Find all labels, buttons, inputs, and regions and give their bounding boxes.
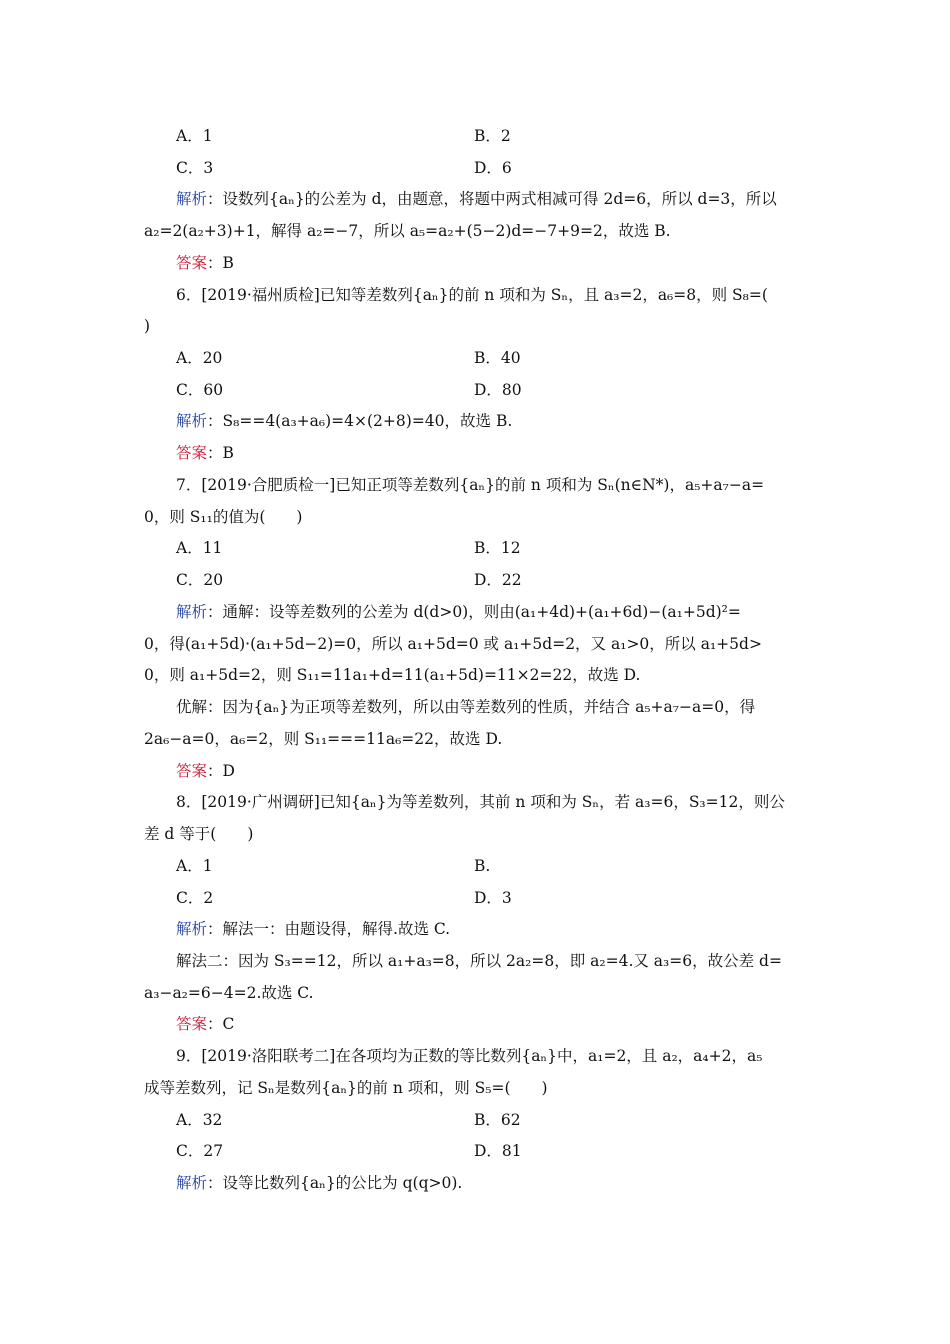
answer-label: 答案 bbox=[176, 1015, 208, 1033]
q9-option-d: D．81 bbox=[474, 1142, 522, 1160]
q7-answer bbox=[0, 755, 950, 787]
q8-stem-text-2: 差 d 等于( ) bbox=[144, 825, 254, 843]
q7-alt-text-1: 优解：因为{aₙ}为正项等差数列，所以由等差数列的性质，并结合 a₅+a₇−a=0，得 bbox=[176, 698, 756, 716]
q9-option-a: A．32 bbox=[176, 1111, 223, 1129]
q5-answer-text: ：B bbox=[207, 254, 234, 272]
q8-option-a: A．1 bbox=[176, 857, 213, 875]
q8-stem-text-1: 8．[2019·广州调研]已知{aₙ}为等差数列，其前 n 项和为 Sₙ，若 a₃=6，S₃=12，则公 bbox=[176, 793, 785, 811]
q5-solution-line-1 bbox=[0, 183, 950, 215]
q9-stem-text-1: 9．[2019·洛阳联考二]在各项均为正数的等比数列{aₙ}中，a₁=2，且 a₂，a₄+2，a₅ bbox=[176, 1047, 763, 1065]
q6-option-d: D．80 bbox=[474, 381, 522, 399]
q7-stem-text-2: 0，则 S₁₁的值为( ) bbox=[144, 508, 303, 526]
q9-solution bbox=[0, 1167, 950, 1199]
q9-option-b: B．62 bbox=[474, 1111, 521, 1129]
q8-options-row-2 bbox=[0, 882, 950, 914]
q7-solution-line-1 bbox=[0, 596, 950, 628]
q8-option-d: D．3 bbox=[474, 889, 512, 907]
q8-options-row-1 bbox=[0, 850, 950, 882]
q8-solution-line-2 bbox=[0, 945, 950, 977]
q7-option-d: D．22 bbox=[474, 571, 522, 589]
answer-label: 答案 bbox=[176, 444, 208, 462]
q5-options-row-1 bbox=[0, 120, 950, 152]
q6-solution bbox=[0, 405, 950, 437]
q7-stem-line-2 bbox=[0, 501, 950, 533]
q9-stem-line-2 bbox=[0, 1072, 950, 1104]
solution-label: 解析 bbox=[176, 603, 208, 621]
q8-answer-text: ：C bbox=[207, 1015, 235, 1033]
q9-options-row-1 bbox=[0, 1104, 950, 1136]
answer-label: 答案 bbox=[176, 254, 208, 272]
q6-options-row-1 bbox=[0, 342, 950, 374]
q7-option-c: C．20 bbox=[176, 571, 224, 589]
q7-alt-solution-line-1 bbox=[0, 691, 950, 723]
q7-option-b: B．12 bbox=[474, 539, 521, 557]
q5-solution-line-2 bbox=[0, 215, 950, 247]
q6-stem-line-2 bbox=[0, 310, 950, 342]
q6-option-b: B．40 bbox=[474, 349, 521, 367]
q6-answer bbox=[0, 437, 950, 469]
q7-solution-text-1: ：通解：设等差数列的公差为 d(d>0)，则由(a₁+4d)+(a₁+6d)−(a₁+5d)²= bbox=[207, 603, 741, 621]
q8-answer bbox=[0, 1008, 950, 1040]
q7-options-row-1 bbox=[0, 532, 950, 564]
q7-solution-line-3 bbox=[0, 659, 950, 691]
q5-options-row-2 bbox=[0, 152, 950, 184]
q6-option-a: A．20 bbox=[176, 349, 223, 367]
q7-alt-solution-line-2 bbox=[0, 723, 950, 755]
answer-label: 答案 bbox=[176, 762, 208, 780]
q6-stem-line-1 bbox=[0, 279, 950, 311]
q9-options-row-2 bbox=[0, 1135, 950, 1167]
q5-option-b: B．2 bbox=[474, 127, 511, 145]
q9-solution-text: ：设等比数列{aₙ}的公比为 q(q>0). bbox=[207, 1174, 463, 1192]
solution-label: 解析 bbox=[176, 190, 208, 208]
q6-solution-text: ：S₈==4(a₃+a₆)=4×(2+8)=40，故选 B. bbox=[207, 412, 513, 430]
q8-stem-line-2 bbox=[0, 818, 950, 850]
q6-stem-text-2: ) bbox=[144, 317, 151, 335]
q8-option-b: B. bbox=[474, 857, 491, 875]
q8-solution-text-2: 解法二：因为 S₃==12，所以 a₁+a₃=8，所以 2a₂=8，即 a₂=4.又 a₃=6，故公差 d= bbox=[176, 952, 782, 970]
q9-option-c: C．27 bbox=[176, 1142, 224, 1160]
q8-solution-text-3: a₃−a₂=6−4=2.故选 C. bbox=[144, 984, 314, 1002]
q5-option-a: A．1 bbox=[176, 127, 213, 145]
q6-stem-text-1: 6．[2019·福州质检]已知等差数列{aₙ}的前 n 项和为 Sₙ，且 a₃=2，a₆=8，则 S₈=( bbox=[176, 286, 768, 304]
q5-solution-text-1: ：设数列{aₙ}的公差为 d，由题意，将题中两式相减可得 2d=6，所以 d=3，所以 bbox=[207, 190, 777, 208]
q5-option-d: D．6 bbox=[474, 159, 512, 177]
q6-option-c: C．60 bbox=[176, 381, 224, 399]
solution-label: 解析 bbox=[176, 412, 208, 430]
q7-options-row-2 bbox=[0, 564, 950, 596]
q7-solution-line-2 bbox=[0, 628, 950, 660]
q8-stem-line-1 bbox=[0, 786, 950, 818]
q8-solution-text-1: ：解法一：由题设得，解得.故选 C. bbox=[207, 920, 451, 938]
q7-answer-text: ：D bbox=[207, 762, 235, 780]
q5-option-c: C．3 bbox=[176, 159, 214, 177]
q8-option-c: C．2 bbox=[176, 889, 214, 907]
q7-solution-text-2: 0，得(a₁+5d)·(a₁+5d−2)=0，所以 a₁+5d=0 或 a₁+5d=2，又 a₁>0，所以 a₁+5d> bbox=[144, 635, 762, 653]
q6-options-row-2 bbox=[0, 374, 950, 406]
q5-answer bbox=[0, 247, 950, 279]
q9-stem-line-1 bbox=[0, 1040, 950, 1072]
q9-stem-text-2: 成等差数列，记 Sₙ是数列{aₙ}的前 n 项和，则 S₅=( ) bbox=[144, 1079, 548, 1097]
q6-answer-text: ：B bbox=[207, 444, 234, 462]
q7-solution-text-3: 0，则 a₁+5d=2，则 S₁₁=11a₁+d=11(a₁+5d)=11×2=22，故选 D. bbox=[144, 666, 641, 684]
q7-stem-text-1: 7．[2019·合肥质检一]已知正项等差数列{aₙ}的前 n 项和为 Sₙ(n∈N*)，a₅+a₇−a= bbox=[176, 476, 765, 494]
solution-label: 解析 bbox=[176, 920, 208, 938]
q7-stem-line-1 bbox=[0, 469, 950, 501]
q8-solution-line-3 bbox=[0, 977, 950, 1009]
q8-solution-line-1 bbox=[0, 913, 950, 945]
q5-solution-text-2: a₂=2(a₂+3)+1，解得 a₂=−7，所以 a₅=a₂+(5−2)d=−7+9=2，故选 B. bbox=[144, 222, 671, 240]
solution-label: 解析 bbox=[176, 1174, 208, 1192]
q7-option-a: A．11 bbox=[176, 539, 223, 557]
q7-alt-text-2: 2a₆−a=0，a₆=2，则 S₁₁===11a₆=22，故选 D. bbox=[144, 730, 503, 748]
